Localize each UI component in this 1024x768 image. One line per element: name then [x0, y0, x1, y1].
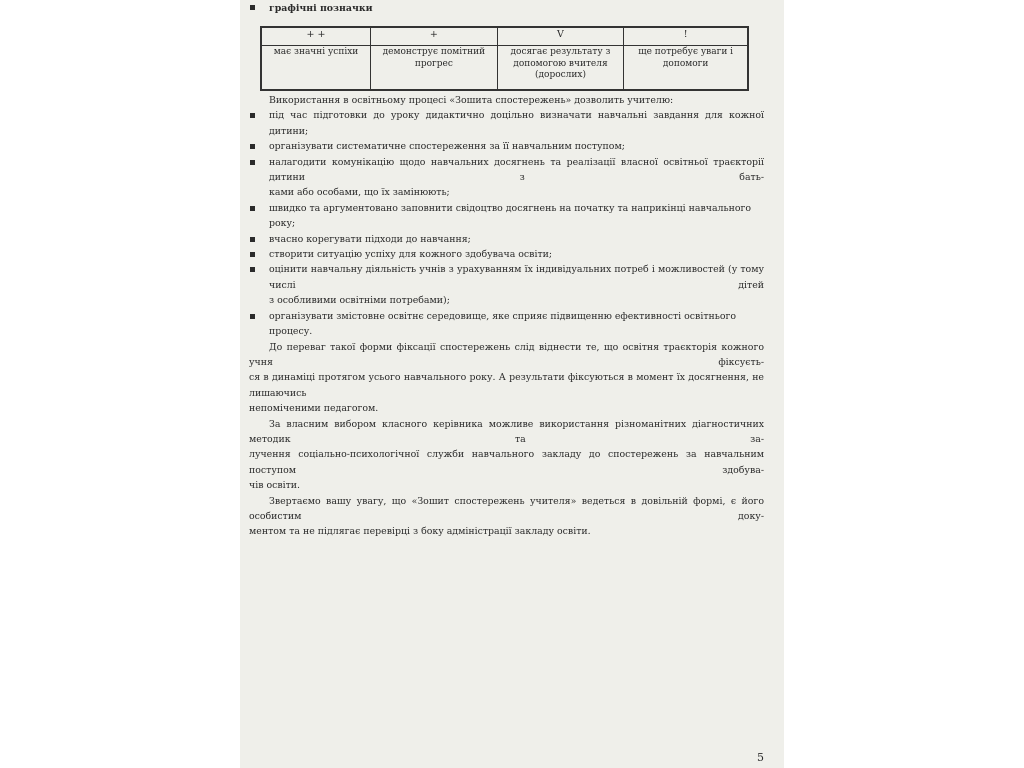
body-text	[249, 93, 764, 540]
section-heading: графічні позначки	[269, 3, 373, 14]
paragraph-line: До переваг такої форми фіксації спостережень слід віднести те, що освітня траєкторія кожного учня фіксуєть-	[249, 341, 764, 368]
square-bullet-icon	[250, 252, 255, 257]
paragraph-line: ся в динаміці протягом усього навчального року. А результати фіксуються в момент їх досягнення, не лишаючись	[249, 372, 764, 399]
description-cell: має значні успіхи	[261, 46, 371, 91]
square-bullet-icon	[250, 160, 255, 165]
page-number: 5	[757, 751, 764, 764]
square-bullet-icon	[250, 144, 255, 149]
table-row	[261, 27, 748, 46]
square-bullet-icon	[250, 5, 255, 10]
list-item-text: налагодити комунікацію щодо навчальних досягнень та реалізації власної освітньої траєкторії дитини з бать-	[269, 156, 764, 184]
heading-bullet-item	[249, 0, 764, 16]
square-bullet-icon	[250, 113, 255, 118]
list-item-text: під час підготовки до уроку дидактично доцільно визначати навчальні завдання для кожної дитини;	[269, 110, 764, 137]
list-item	[249, 108, 764, 139]
symbol-cell: V	[497, 27, 624, 46]
symbol-cell: + +	[261, 27, 371, 46]
list-item	[249, 309, 764, 340]
list-item-continuation: з особливими освітніми потребами);	[269, 295, 450, 307]
square-bullet-icon	[250, 206, 255, 211]
list-item-text: організувати систематичне спостереження за її навчальним поступом;	[269, 141, 625, 153]
graphic-marks-table	[260, 26, 749, 91]
list-item-text: створити ситуацію успіху для кожного здобувача освіти;	[269, 249, 553, 261]
square-bullet-icon	[250, 267, 255, 272]
list-item	[249, 201, 764, 232]
symbol-cell: +	[371, 27, 498, 46]
list-item	[249, 232, 764, 247]
document-page	[240, 0, 784, 768]
description-cell: досягає результату з допомогою вчителя (дорослих)	[497, 46, 624, 91]
table-row	[261, 46, 748, 91]
square-bullet-icon	[250, 237, 255, 242]
list-item-text: вчасно корегувати підходи до навчання;	[269, 233, 471, 245]
paragraph-line: непоміченими педагогом.	[249, 403, 379, 415]
description-cell: ще потребує уваги і допомоги	[624, 46, 748, 91]
paragraph-line: Звертаємо вашу увагу, що «Зошит спостережень учителя» ведеться в довільній формі, є його особистим доку-	[249, 495, 764, 522]
list-item-text: організувати змістовне освітнє середовище, яке сприяє підвищенню ефективності освітнього процесу.	[269, 310, 737, 338]
paragraph-line: чів освіти.	[249, 480, 301, 492]
list-item-text: швидко та аргументовано заповнити свідоцтво досягнень на початку та наприкінці навчального року;	[269, 202, 752, 230]
square-bullet-icon	[250, 314, 255, 319]
heading-block	[249, 0, 764, 16]
list-item-continuation: ками або особами, що їх замінюють;	[269, 187, 450, 199]
paragraph-line: За власним вибором класного керівника можливе використання різноманітних діагностичних методик та за-	[249, 418, 764, 445]
list-item	[249, 247, 764, 262]
paragraph-line: ментом та не підлягає перевірці з боку адміністрації закладу освіти.	[249, 526, 591, 538]
description-cell: демонструє помітний прогрес	[371, 46, 498, 91]
list-item	[249, 139, 764, 154]
paragraph-line: лучення соціально-психологічної служби навчального закладу до спостережень за навчальним поступом здобува-	[249, 449, 764, 476]
symbol-cell: !	[624, 27, 748, 46]
list-item	[249, 155, 764, 186]
list-item	[249, 262, 764, 293]
list-item-text: оцінити навчальну діяльність учнів з урахуванням їх індивідуальних потреб і можливостей (у тому числі дітей	[269, 264, 764, 291]
intro-paragraph: Використання в освітньому процесі «Зошита спостережень» дозволить учителю:	[269, 95, 674, 106]
